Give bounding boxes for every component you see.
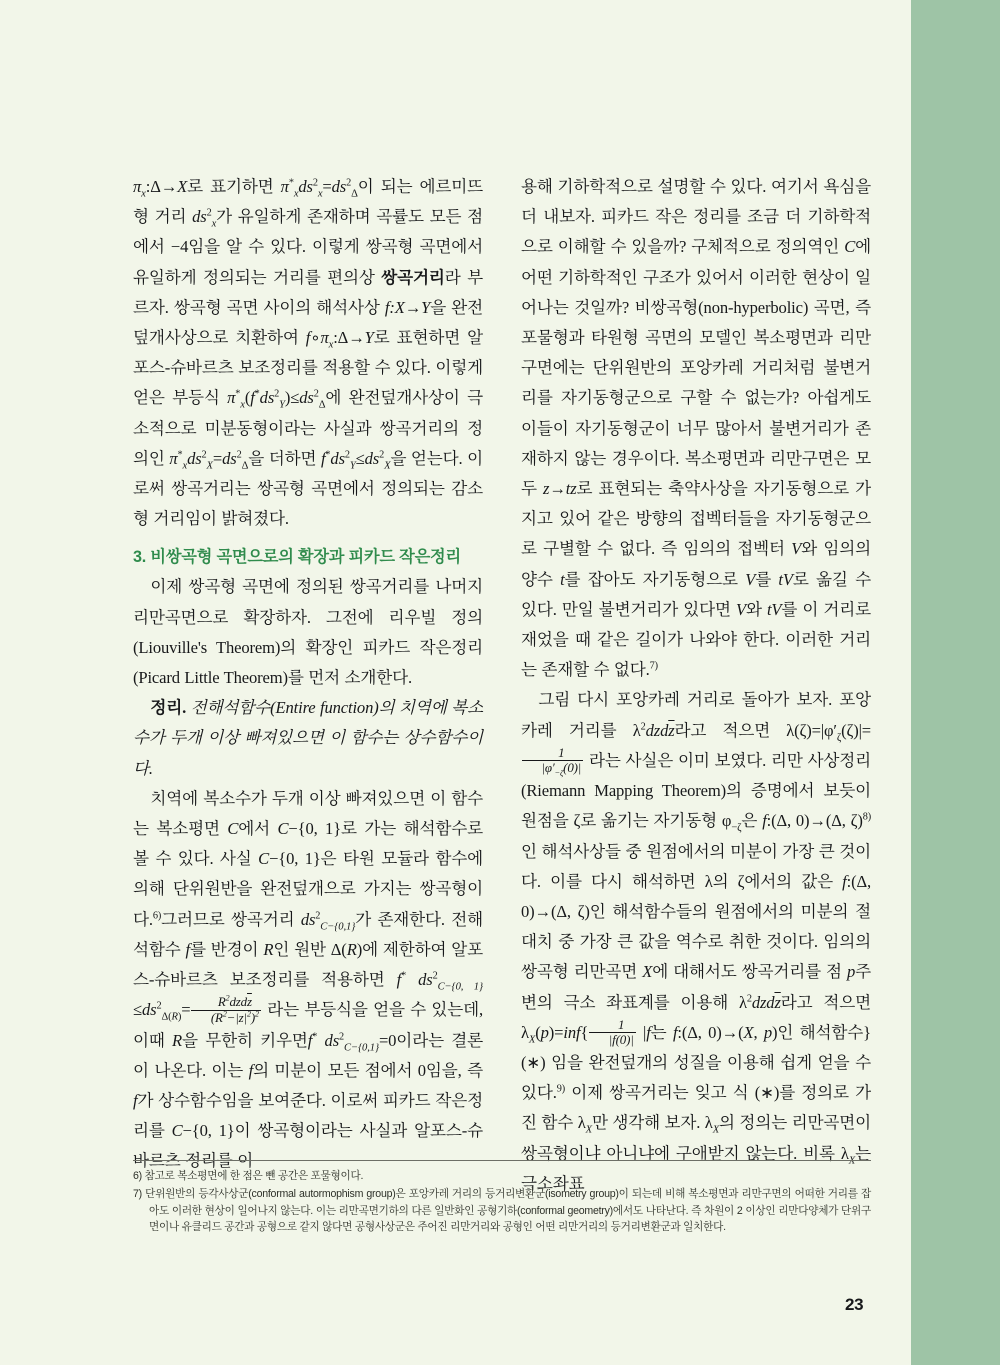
fraction-R2dzdz: $\frac{R^2dzd\overline{z}}{(R^2-|z|^2)^2}$	[191, 995, 260, 1025]
footnote-6	[133, 1168, 871, 1184]
column-left	[133, 172, 483, 1177]
theorem-text: 전해석함수(Entire function)의 치역에 복소수가 두개 이상 빠져있으면 이 함수는 상수함수이다.	[133, 698, 483, 778]
fraction-inv-f0: $\frac{1}{|f(0)|}$	[589, 1018, 635, 1048]
section-heading: 3. 비쌍곡형 곡면으로의 확장과 피카드 작은정리	[133, 548, 461, 567]
theorem-statement	[133, 693, 483, 784]
paragraph-right-1: 용해 기하학적으로 설명할 수 있다. 여기서 욕심을 더 내보자. 피카드 작은 정리를 조금 더 기하학적으로 이해할 수 있을까? 구체적으로 정의역인 C에 어떤 기하학적인 구조가 있어서 이러한 현상이 일어나는 것일까? 비쌍곡형(non-hyperbolic) 곡면, 즉 포물형과 타원형 곡면의 모델인 복소평면과 리만구면에는 단위원반의 포앙카레 거리처럼 불변거리를 자기동형군으로 구할 수 없는가? 아쉽게도 이들이 자기동형군이 너무 많아서 불변거리가 존재하지 않는 경우이다. 복소평면과 리만구면은 모두 z→tz로 표현되는 축약사상을 자기동형으로 가지고 있어 같은 방향의 접벡터들을 자기동형군으로 구별할 수 없다. 즉 임의의 접벡터 V와 임의의 양수 t를 잡아도 자기동형으로 V를 tV로 옮길 수 있다. 만일 불변거리가 있다면 V와 tV를 이 거리로 재었을 때 같은 길이가 나와야 한다. 이러한 거리는 존재할 수 없다.$^{7)}$	[521, 177, 871, 680]
footnote-7-number: 7)	[133, 1188, 142, 1201]
paragraph-left-2: 이제 쌍곡형 곡면에 정의된 쌍곡거리를 나머지 리만곡면으로 확장하자. 그전에 리우빌 정의(Liouville's Theorem)의 확장인 피카드 작은정리(Picard Little Theorem)를 먼저 소개한다.	[133, 577, 483, 688]
paragraph-left-1: $\pi_x:\Delta\to X$로 표기하면 $\pi^*_xds^2_x=ds^2_\Delta$이 되는 에르미뜨형 거리 $ds^2_x$가 유일하게 존재하며 곡률도 모든 점에서 −4임을 알 수 있다. 이렇게 쌍곡형 곡면에서 유일하게 정의되는 거리를 편의상 쌍곡거리라 부르자. 쌍곡형 곡면 사이의 해석사상 f:X→Y을 완전덮개사상으로 치환하여 $f\circ\pi_x:\Delta\to Y$로 표현하면 알포스-슈바르츠 보조정리를 적용할 수 있다. 이렇게 얻은 부등식 $\pi^*_x(f^*ds^2_Y)\le ds^2_\Delta$에 완전덮개사상이 극소적으로 미분동형이라는 사실과 쌍곡거리의 정의인 $\pi^*_xds^2_X=ds^2_\Delta$을 더하면 $f^*ds^2_Y\le ds^2_X$을 얻는다. 이로써 쌍곡거리는 쌍곡형 곡면에서 정의되는 감소형 거리임이 밝혀졌다.	[133, 177, 484, 529]
footnote-6-text: 참고로 복소평면에 한 점은 뺀 공간은 포물형이다.	[144, 1170, 364, 1182]
decorative-edge-band	[911, 0, 1000, 1365]
paragraph-left-3: 치역에 복소수가 두개 이상 빠져있으면 이 함수는 복소평면 C에서 C−{0, 1}로 가는 해석함수로 볼 수 있다. 사실 C−{0, 1}은 타원 모듈라 함수에 의해 단위원반을 완전덮개으로 가지는 쌍곡형이다.$^{6)}$그러므로 쌍곡거리 $ds^2_{C-\{0,1\}}$가 존재한다. 전해석함수 f를 반경이 R인 원반 Δ(R)에 제한하여 알포스-슈바르츠 보조정리를 적용하면 f* $ds^2_{C-\{0, 1\}}\le ds^2_{\Delta(R)}=$ $\frac{R^2dzd\overline{z}}{(R^2-|z|^2)^2}$ 라는 부등식을 얻을 수 있는데, 이때 R을 무한히 키우면f* $ds^2_{C-\{0,1\}}=0$이라는 결론이 나온다. 이는 f의 미분이 모든 점에서 0임을, 즉 f가 상수함수임을 보여준다. 이로써 피카드 작은정리를 C−{0, 1}이 쌍곡형이라는 사실과 알포스-슈바르츠 정리를 이	[133, 788, 484, 1171]
footnote-divider	[133, 1160, 871, 1161]
column-right	[521, 172, 871, 1199]
fraction-lambda-zeta: $\frac{1}{|\varphi'_{-\zeta}(0)|}$	[522, 746, 583, 776]
footnote-7	[133, 1186, 871, 1235]
theorem-label: 정리.	[150, 698, 187, 718]
footnote-7-text: 단위원반의 등각사상군(conformal autormophism group)은 포앙카레 거리의 등거리변환군(isometry group)이 되는데 비해 복소평면과 리만구면의 어떠한 거리를 잡아도 이러한 현상이 일어나지 않는다. 이는 리만곡면기하의 다른 일반화인 공형기하(conformal geometry)에서도 나타난다. 즉 차원이 2 이상인 리만다양체가 단위구면이나 유클리드 공간과 공형으로 같지 않다면 공형사상군은 주어진 리만거리와 공형인 어떤 리만거리의 등거리변환군과 일치한다.	[145, 1188, 871, 1234]
paragraph-right-2: 그림 다시 포앙카레 거리로 돌아가 보자. 포앙카레 거리를 $\lambda^2dzd\overline{z}$라고 적으면 $\lambda(\zeta)=|\varphi'_\zeta(\zeta)|=$ $\frac{1}{|\varphi'_{-\zeta}(0)|}$ 라는 사실은 이미 보였다. 리만 사상정리(Riemann Mapping Theorem)의 증명에서 보듯이 원점을 ζ로 옮기는 자기동형 $\varphi_{-\zeta}$은 f:(Δ, 0)→(Δ, ζ)$^{8)}$인 해석사상들 중 원점에서의 미분이 가장 큰 것이다. 이를 다시 해석하면 λ의 ζ에서의 값은 f:(Δ, 0)→(Δ, ζ)인 해석함수들의 원점에서의 미분의 절대치 중 가장 큰 값을 역수로 취한 것이다. 임의의 쌍곡형 리만곡면 X에 대해서도 쌍곡거리를 점 p주변의 극소 좌표계를 이용해 $\lambda^2dzd\overline{z}$라고 적으면 $\lambda_X(p)=inf${ $\frac{1}{|f(0)|}$ |f는 f:(Δ, 0)→(X, p)인 해석함수}(∗) 임을 완전덮개의 성질을 이용해 쉽게 얻을 수 있다.$^{9)}$ 이제 쌍곡거리는 잊고 식 (∗)를 정의로 가진 함수 $\lambda_X$만 생각해 보자. $\lambda_X$의 정의는 리만곡면이 쌍곡형이냐 아니냐에 구애받지 않는다. 비록 $\lambda_X$는 극소좌표	[521, 690, 872, 1193]
footnotes-section	[133, 1160, 871, 1238]
page-number: 23	[845, 1295, 864, 1314]
footnote-6-number: 6)	[133, 1170, 142, 1182]
